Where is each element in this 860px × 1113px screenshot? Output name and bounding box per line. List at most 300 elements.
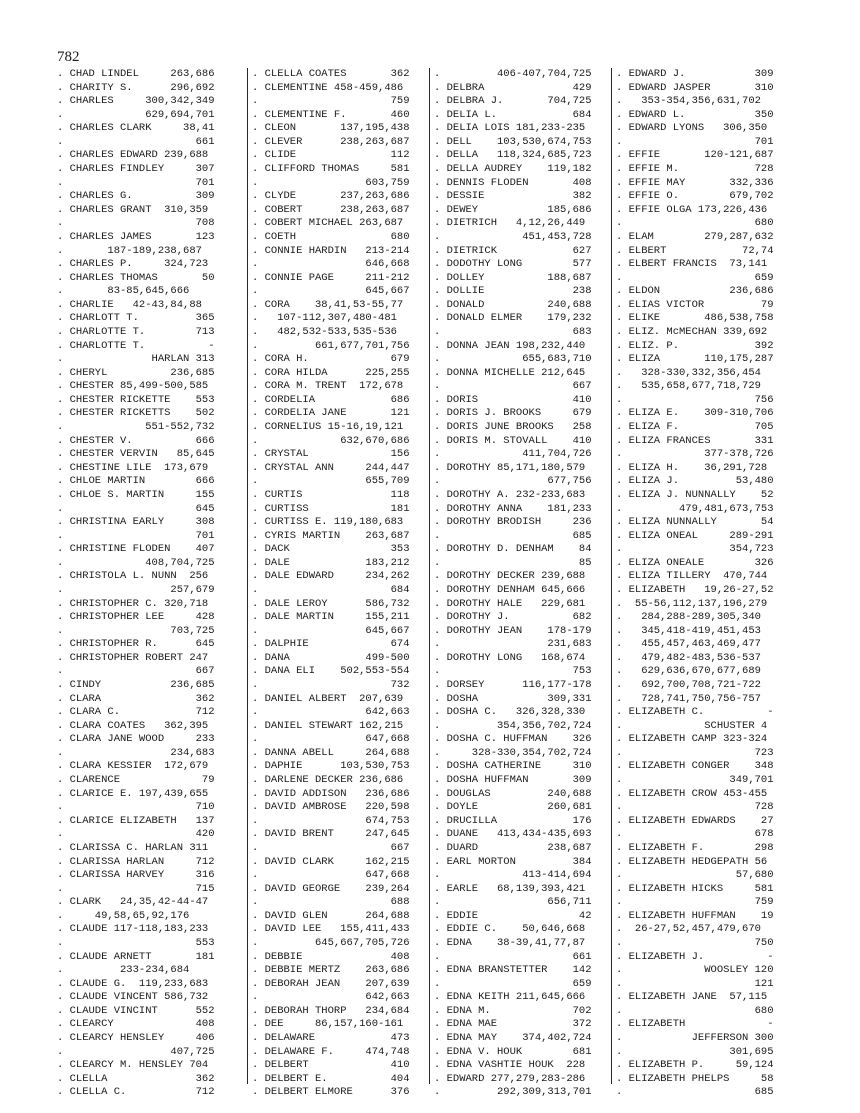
index-entry: . 646,668 [252,258,410,271]
index-entry: . DORIS J. BROOKS 679 [434,407,592,420]
index-entry: . 553 [57,937,215,949]
index-entry: . ELIZ. P. 392 [616,339,774,352]
index-entry: . DOSHA HUFFMAN 309 [434,774,592,787]
index-entry: . DELLA 118,324,685,723 [434,149,592,162]
index-entry: . DANA 499-500 [252,651,410,664]
index-entry: . DUARD 238,687 [434,841,592,854]
index-entry: . DALE EDWARD 234,262 [252,570,410,583]
index-entry: . CHLOE S. MARTIN 155 [57,488,215,501]
index-entry: . CHARLOTTE T. 713 [57,325,215,338]
index-entry: . CURTISS 181 [252,502,410,515]
index-entry: . DOROTHY J. 682 [434,611,592,624]
index-entry: . DELAWARE F. 474,748 [252,1045,410,1058]
index-entry: . DAPHIE 103,530,753 [252,760,410,773]
index-entry: . DEBORAH JEAN 207,639 [252,977,410,990]
index-entry: . DANA ELI 502,553-554 [252,665,410,678]
index-entry: . 234,683 [57,746,215,759]
index-entry: . CHESTER V. 666 [57,434,215,447]
index-entry: . HARLAN 313 [57,353,215,366]
index-entry: . DOYLE 260,681 [434,801,592,814]
index-entry: . CORA HILDA 225,255 [252,366,410,379]
index-entry: . 728,741,750,756-757 [616,692,761,705]
index-entry: . DAVID CLARK 162,215 [252,855,410,868]
index-entry: . CORDELIA JANE 121 [252,407,410,420]
index-entry: . DOSHA C. HUFFMAN 326 [434,733,592,746]
index-entry: . EFFIE MAY 332,336 [616,176,774,189]
index-entry: . 408,704,725 [57,556,215,569]
index-entry: . CURTISS E. 119,180,683 [252,516,404,529]
index-entry: . DORIS 410 [434,393,592,406]
index-entry: . 645,667,705,726 [252,937,410,949]
index-entry: . EDNA MAY 374,402,724 [434,1032,592,1045]
index-entry: . ELDON 236,686 [616,285,774,298]
index-entry: . 683 [434,325,592,338]
index-entry: . CLELLA 362 [57,1072,215,1085]
index-entry: . ELIZABETH C. - [616,706,774,719]
index-entry: . 677,756 [434,475,592,488]
index-entry: . EDDIE 42 [434,909,592,922]
index-entry: . CLAUDE VINCINT 552 [57,1004,215,1017]
index-entry: . DAVID ADDISON 236,686 [252,787,410,800]
index-entry: . CHLOE MARTIN 666 [57,475,215,488]
index-entry: . CLARA JANE WOOD 233 [57,733,215,746]
index-entry: . CLARA KESSIER 172,679 [57,760,209,773]
index-entry: . EDNA 38-39,41,77,87 [434,937,586,949]
index-entry: . 231,683 [434,638,592,651]
page-number: 782 [57,49,80,65]
index-entry: . CHARLIE 42-43,84,88 [57,298,202,311]
index-entry: . ELIZABETH CONGER 348 [616,760,774,773]
index-entry: . 701 [57,176,215,189]
index-entry: . ELIZABETH 19,26-27,52 [616,583,774,596]
index-entry: . ELIZA 110,175,287 [616,353,774,366]
index-entry: . 345,418-419,451,453 [616,624,761,637]
index-entry: . 715 [57,882,215,895]
index-entry: . EFFIE OLGA 173,226,436 [616,203,768,216]
index-entry: . CHARLES FINDLEY 307 [57,163,215,176]
index-entry: . EDNA VASHTIE HOUK 228 [434,1059,586,1072]
index-entry: . CHERYL 236,685 [57,366,215,379]
index-entry: . 233-234,684 [57,964,190,977]
index-entry: . 659 [616,271,774,284]
index-entry: . CLARISSA HARLAN 712 [57,855,215,868]
index-entry: . DOROTHY JEAN 178-179 [434,624,592,637]
index-entry: . DONALD 240,688 [434,298,592,311]
index-entry: . 284,288-289,305,340 [616,611,761,624]
index-entry: . DOROTHY ANNA 181,233 [434,502,592,515]
index-entry: . 680 [616,217,774,230]
index-entry: . CLAUDE VINCENT 586,732 [57,991,209,1004]
index-entry: . DAVID GLEN 264,688 [252,909,410,922]
index-entry: . CHESTINE LILE 173,679 [57,461,209,474]
index-entry: . 107-112,307,480-481 [252,312,397,325]
index-entry: . DRUCILLA 176 [434,814,592,827]
index-entry: . CLAUDE ARNETT 181 [57,950,215,963]
index-entry: . EFFIE M. 728 [616,163,774,176]
index-entry: . DALE MARTIN 155,211 [252,611,410,624]
index-entry: . CHRISTOPHER R. 645 [57,638,215,651]
index-entry: . DELBERT 410 [252,1059,410,1072]
index-entry: . CHESTER RICKETTS 502 [57,407,215,420]
index-entry: . DELLA AUDREY 119,182 [434,163,592,176]
index-entry: . ELIZA ONEAL 289-291 [616,529,774,542]
index-entry: . CHARLES JAMES 123 [57,230,215,243]
index-column-4 [616,68,804,1099]
index-entry: . 257,679 [57,583,215,596]
index-entry: . DIETRICH 4,12,26,449 [434,217,586,230]
index-entry: . CHARLOTT T. 365 [57,312,215,325]
index-entry: . CHARITY S. 296,692 [57,81,215,94]
index-entry: . 723 [616,746,774,759]
index-entry: . DALE 183,212 [252,556,410,569]
index-entry: . ELIZA J. 53,480 [616,475,774,488]
index-entry: . EARLE 68,139,393,421 [434,882,586,895]
index-entry: . 732 [252,679,410,692]
index-entry: . DELIA L. 684 [434,108,592,121]
index-entry: . 629,694,701 [57,108,215,121]
index-entry: . CRYSTAL ANN 244,447 [252,461,410,474]
index-entry: . 354,723 [616,543,774,556]
index-entry: . DOROTHY DECKER 239,688 [434,570,586,583]
index-entry: . CHRISTOLA L. NUNN 256 [57,570,209,583]
index-entry: . ELBERT 72,74 [616,244,774,257]
index-entry: . 642,663 [252,991,410,1004]
index-entry: . CLEARCY M. HENSLEY 704 [57,1059,209,1072]
index-entry: . DELBERT ELMORE 376 [252,1086,410,1099]
index-entry: . 680 [616,1004,774,1017]
index-entry: . DUANE 413,434-435,693 [434,828,592,841]
index-entry: . ELIZABETH J. - [616,950,774,963]
index-entry: . COBERT MICHAEL 263,687 [252,217,404,230]
index-entry: . DELBRA J. 704,725 [434,95,592,108]
index-entry: . EDWARD J. 309 [616,68,774,80]
index-entry: . 292,309,313,701 [434,1086,592,1099]
index-entry: . 701 [57,529,215,542]
index-entry: . 645 [57,502,215,515]
index-entry: . 659 [434,977,592,990]
index-entry: . ELIZABETH - [616,1018,774,1031]
index-entry: . 55-56,112,137,196,279 [616,597,768,610]
index-entry: . 49,58,65,92,176 [57,909,190,922]
index-entry: . DOLLIE 238 [434,285,592,298]
index-entry: . DANNA ABELL 264,688 [252,746,410,759]
index-entry: . DONNA JEAN 198,232,440 [434,339,586,352]
index-entry: . 728 [616,801,774,814]
index-entry: . DOUGLAS 240,688 [434,787,592,800]
index-entry: . 479,482-483,536-537 [616,651,761,664]
index-entry: . CHARLES EDWARD 239,688 [57,149,209,162]
index-entry: . DOROTHY HALE 229,681 [434,597,586,610]
index-entry: . 121 [616,977,774,990]
index-entry: . DEBORAH THORP 234,684 [252,1004,410,1017]
index-entry: . DOROTHY LONG 168,674 [434,651,586,664]
index-entry: . CLARA 362 [57,692,215,705]
index-entry: . ELAM 279,287,632 [616,230,774,243]
index-entry: . 57,680 [616,869,774,882]
index-entry: . ELIZABETH HICKS 581 [616,882,774,895]
index-entry: . EDWARD LYONS 306,350 [616,122,768,135]
index-entry: . CLIFFORD THOMAS 581 [252,163,410,176]
index-entry: . 708 [57,217,215,230]
index-entry: . 407,725 [57,1045,215,1058]
index-entry: . CLELLA COATES 362 [252,68,410,80]
index-entry: . DELL 103,530,674,753 [434,135,592,148]
index-entry: . DANIEL STEWART 162,215 [252,719,404,732]
index-entry: . ELIZABETH HUFFMAN 19 [616,909,774,922]
index-entry: . COBERT 238,263,687 [252,203,410,216]
index-column-2 [252,68,440,1099]
index-entry: . 655,683,710 [434,353,592,366]
index-entry: . CHARLES 300,342,349 [57,95,215,108]
index-entry: . DONNA MICHELLE 212,645 [434,366,586,379]
index-entry: . 674,753 [252,814,410,827]
index-entry: . 629,636,670,677,689 [616,665,761,678]
index-entry: . CLARICE ELIZABETH 137 [57,814,215,827]
index-entry: . DORIS JUNE BROOKS 258 [434,421,592,434]
index-entry: . CHARLOTTE T. - [57,339,215,352]
index-entry: . ELIZABETH P. 59,124 [616,1059,774,1072]
index-entry: . 26-27,52,457,479,670 [616,923,761,936]
index-entry: . ELIZABETH F. 298 [616,841,774,854]
index-entry: . CHESTER 85,499-500,585 [57,380,209,393]
index-entry: . CLAUDE G. 119,233,683 [57,977,209,990]
index-entry: . DELAWARE 473 [252,1032,410,1045]
index-entry: . EDDIE C. 50,646,668 [434,923,586,936]
index-entry: . DELIA LOIS 181,233-235 [434,122,586,135]
index-entry: . EDNA MAE 372 [434,1018,592,1031]
index-entry: . CHARLES P. 324,723 [57,258,209,271]
index-entry: . EDNA M. 702 [434,1004,592,1017]
index-entry: . EDWARD L. 350 [616,108,774,121]
index-entry: . 661,677,701,756 [252,339,410,352]
index-entry: . ELBERT FRANCIS 73,141 [616,258,768,271]
index-entry: . CINDY 236,685 [57,679,215,692]
index-entry: . DEWEY 185,686 [434,203,592,216]
index-entry: . EDWARD JASPER 310 [616,81,774,94]
index-entry: . DORIS M. STOVALL 410 [434,434,592,447]
index-entry: . ELIZABETH CAMP 323-324 [616,733,768,746]
index-entry: . CHARLES GRANT 310,359 [57,203,209,216]
index-entry: . DODOTHY LONG 577 [434,258,592,271]
index-entry: . CHARLES THOMAS 50 [57,271,215,284]
index-entry: . 661 [434,950,592,963]
index-entry: . DOROTHY DENHAM 645,666 [434,583,586,596]
index-entry: . ELIZABETH HEDGEPATH 56 [616,855,768,868]
index-entry: . 759 [616,896,774,909]
index-entry: . SCHUSTER 4 [616,719,768,732]
index-entry: . 187-189,238,687 [57,244,202,257]
index-entry: . 678 [616,828,774,841]
index-entry: . CORNELIUS 15-16,19,121 [252,421,404,434]
index-entry: . 667 [434,380,592,393]
index-entry: . EFFIE O. 679,702 [616,190,774,203]
index-entry: . ELIZA ONEALE 326 [616,556,774,569]
index-entry: . 667 [57,665,215,678]
index-entry: . ELIZA TILLERY 470,744 [616,570,768,583]
index-entry: . CLYDE 237,263,686 [252,190,410,203]
index-entry: . 535,658,677,718,729 [616,380,761,393]
index-entry: . 411,704,726 [434,448,592,461]
index-entry: . CORDELIA 686 [252,393,410,406]
index-entry: . 759 [252,95,410,108]
index-entry: . DIETRICK 627 [434,244,592,257]
index-entry: . JEFFERSON 300 [616,1032,774,1045]
index-entry: . CLARICE E. 197,439,655 [57,787,209,800]
index-entry: . CHRISTOPHER LEE 428 [57,611,215,624]
index-entry: . EDWARD 277,279,283-286 [434,1072,586,1085]
index-entry: . 656,711 [434,896,592,909]
index-entry: . 684 [252,583,410,596]
index-entry: . DOROTHY 85,171,180,579 [434,461,586,474]
index-entry: . CLARA COATES 362,395 [57,719,209,732]
index-entry: . CHRISTOPHER ROBERT 247 [57,651,209,664]
index-entry: . 685 [616,1086,774,1099]
index-column-1 [57,68,245,1099]
index-entry: . CLELLA C. 712 [57,1086,215,1099]
index-entry: . DOSHA CATHERINE 310 [434,760,592,773]
index-entry: . CORA H. 679 [252,353,410,366]
index-entry: . EARL MORTON 384 [434,855,592,868]
index-entry: . 645,667 [252,285,410,298]
index-entry: . CHRISTINA EARLY 308 [57,516,215,529]
index-entry: . ELIZA FRANCES 331 [616,434,774,447]
index-entry: . DARLENE DECKER 236,686 [252,774,404,787]
index-entry: . 603,759 [252,176,410,189]
index-entry: . 354,356,702,724 [434,719,592,732]
index-entry: . DALPHIE 674 [252,638,410,651]
index-entry: . DEBBIE 408 [252,950,410,963]
index-entry: . CLEVER 238,263,687 [252,135,410,148]
index-entry: . CLEON 137,195,438 [252,122,410,135]
index-entry: . DALE LEROY 586,732 [252,597,410,610]
index-entry: . CLARA C. 712 [57,706,215,719]
index-entry: . DOSHA C. 326,328,330 [434,706,586,719]
index-entry: . COETH 680 [252,230,410,243]
index-entry: . DOROTHY BRODISH 236 [434,516,592,529]
index-entry: . 83-85,645,666 [57,285,190,298]
index-entry: . CORA 38,41,53-55,77 [252,298,404,311]
index-entry: . DENNIS FLODEN 408 [434,176,592,189]
index-entry: . CHARLES G. 309 [57,190,215,203]
index-entry: . 479,481,673,753 [616,502,774,515]
index-entry: . 701 [616,135,774,148]
index-entry: . ELIZA F. 705 [616,421,774,434]
index-entry: . CHRISTOPHER C. 320,718 [57,597,209,610]
index-entry: . CHRISTINE FLODEN 407 [57,543,215,556]
index-entry: . ELIZA H. 36,291,728 [616,461,768,474]
index-entry: . CHESTER VERVIN 85,645 [57,448,215,461]
index-entry: . 632,670,686 [252,434,410,447]
index-entry: . ELIZ. McMECHAN 339,692 [616,325,768,338]
index-entry: . 353-354,356,631,702 [616,95,761,108]
index-entry: . EDNA BRANSTETTER 142 [434,964,592,977]
index-entry: . CLARISSA C. HARLAN 311 [57,841,209,854]
index-entry: . ELIZABETH PHELPS 58 [616,1072,774,1085]
index-entry: . CLEARCY HENSLEY 406 [57,1032,215,1045]
index-entry: . DESSIE 382 [434,190,592,203]
index-entry: . ELIZA NUNNALLY 54 [616,516,774,529]
index-entry: . CHAD LINDEL 263,686 [57,68,215,80]
index-entry: . DOROTHY D. DENHAM 84 [434,543,592,556]
index-entry: . DANIEL ALBERT 207,639 [252,692,404,705]
index-entry: . 647,668 [252,733,410,746]
column-divider [247,68,248,1084]
index-entry: . ELIAS VICTOR 79 [616,298,774,311]
index-entry: . CLAUDE 117-118,183,233 [57,923,209,936]
index-entry: . CLEARCY 408 [57,1018,215,1031]
index-entry: . DAVID GEORGE 239,264 [252,882,410,895]
index-entry: . DACK 353 [252,543,410,556]
index-entry: . 301,695 [616,1045,774,1058]
index-entry: . 451,453,728 [434,230,592,243]
index-entry: . 753 [434,665,592,678]
index-entry: . 642,663 [252,706,410,719]
index-column-3 [434,68,622,1099]
index-entry: . ELIZA J. NUNNALLY 52 [616,488,774,501]
index-entry: . DELBERT E. 404 [252,1072,410,1085]
index-entry: . 482,532-533,535-536 [252,325,397,338]
index-entry: . DEBBIE MERTZ 263,686 [252,964,410,977]
index-entry: . ELIZA E. 309-310,706 [616,407,774,420]
index-entry: . 756 [616,393,774,406]
index-entry: . 647,668 [252,869,410,882]
index-entry: . 377-378,726 [616,448,774,461]
index-entry: . 328-330,332,356,454 [616,366,761,379]
index-entry: . CURTIS 118 [252,488,410,501]
index-entry: . 685 [434,529,592,542]
index-entry: . DONALD ELMER 179,232 [434,312,592,325]
index-entry: . CRYSTAL 156 [252,448,410,461]
index-entry: . DAVID AMBROSE 220,598 [252,801,410,814]
index-entry: . CLARENCE 79 [57,774,215,787]
index-entry: . DOSHA 309,331 [434,692,592,705]
index-columns [57,68,837,1099]
index-entry: . CYRIS MARTIN 263,687 [252,529,410,542]
index-entry: . 750 [616,937,774,949]
index-entry: . 661 [57,135,215,148]
index-entry: . ELIZABETH CROW 453-455 [616,787,768,800]
index-entry: . DAVID BRENT 247,645 [252,828,410,841]
index-entry: . EFFIE 120-121,687 [616,149,774,162]
index-entry: . 85 [434,556,592,569]
index-entry: . ELIKE 486,538,758 [616,312,774,325]
index-entry: . 710 [57,801,215,814]
index-entry: . 420 [57,828,215,841]
index-entry: . 655,709 [252,475,410,488]
index-entry: . ELIZABETH JANE 57,115 [616,991,768,1004]
index-entry: . CLEMENTINE F. 460 [252,108,410,121]
index-entry: . 413-414,694 [434,869,592,882]
index-entry: . DORSEY 116,177-178 [434,679,592,692]
index-entry: . 692,700,708,721-722 [616,679,761,692]
index-entry: . CHARLES CLARK 38,41 [57,122,215,135]
index-entry: . CLEMENTINE 458-459,486 [252,81,404,94]
index-entry: . 406-407,704,725 [434,68,592,80]
index-entry: . 455,457,463,469,477 [616,638,761,651]
index-entry: . DOLLEY 188,687 [434,271,592,284]
index-entry: . CONNIE HARDIN 213-214 [252,244,410,257]
index-entry: . 551-552,732 [57,421,215,434]
index-entry: . CONNIE PAGE 211-212 [252,271,410,284]
index-entry: . CORA M. TRENT 172,678 [252,380,404,393]
index-entry: . CLARK 24,35,42-44-47 [57,896,209,909]
index-entry: . WOOSLEY 120 [616,964,774,977]
index-entry: . 703,725 [57,624,215,637]
index-entry: . DEE 86,157,160-161 [252,1018,404,1031]
column-divider [611,68,612,1084]
index-entry: . 349,701 [616,774,774,787]
index-entry: . EDNA V. HOUK 681 [434,1045,592,1058]
